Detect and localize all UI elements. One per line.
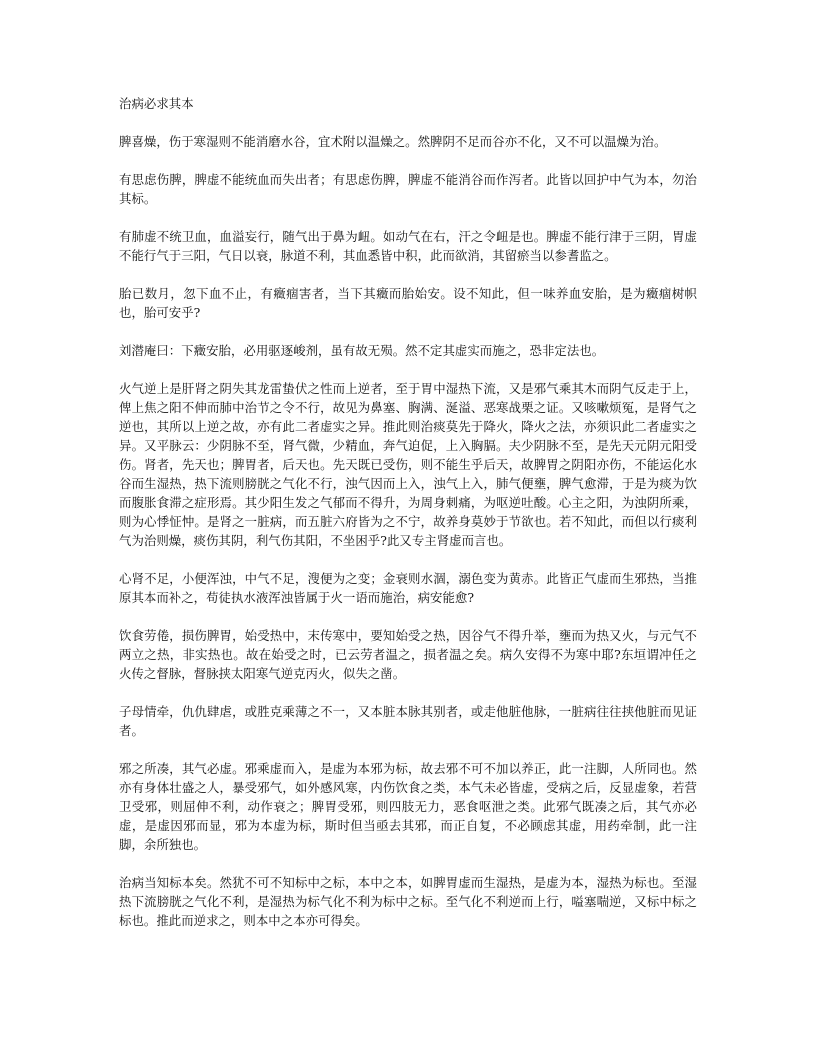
- document-page: [119, 94, 697, 949]
- paragraph-10: 邪之所凑，其气必虚。邪乘虚而入，是虚为本邪为标，故去邪不可不加以养正，此一注脚，人所同也。然亦有身体壮盛之人，暴受邪气，如外感风寒，内伤饮食之类，本气未必皆虚，受病之后，反显虚象，若营卫受邪，则屈伸不利，动作衰之；脾胃受邪，则四肢无力，恶食呕泄之类。此邪气既凑之后，其气亦必虚，是虚因邪而显，邪为本虚为标，斯时但当亟去其邪，而正自复，不必顾虑其虚，用药牵制，此一注脚，余所独也。: [119, 761, 697, 852]
- paragraph-6: 火气逆上是肝肾之阴失其龙雷蛰伏之性而上逆者，至于胃中湿热下流，又是邪气乘其木而阴气反走于上，俾上焦之阳不伸而肺中治节之令不行，故见为鼻塞、胸满、涎溢、恶寒战栗之证。又咳嗽烦冤，是肾气之逆也，其所以上逆之故，亦有此二者虚实之异。推此则治痰莫先于降火，降火之法，亦须识此二者虚实之异。又平脉云：少阴脉不至，肾气微，少精血，奔气迫促，上入胸膈。夫少阴脉不至，是先天元阴元阳受伤。肾者，先天也；脾胃者，后天也。先天既已受伤，则不能生乎后天，故脾胃之阴阳亦伤，不能运化水谷而生湿热，热下流则膀胱之气化不行，浊气因而上入，浊气上入，肺气便壅，脾气愈滞，于是为痰为饮而腹胀食滞之症形焉。其少阳生发之气郁而不得升，为周身刺痛，为呕逆吐酸。心主之阳，为浊阴所乘，则为心悸怔忡。是肾之一脏病，而五脏六府皆为之不宁，故养身莫妙于节欲也。若不知此，而但以行痰利气为治则燥，痰伤其阴，利气伤其阳，不坐困乎?此又专主肾虚而言也。: [119, 381, 697, 548]
- paragraph-8: 饮食劳倦，损伤脾胃，始受热中，末传寒中，要知始受之热，因谷气不得升举，壅而为热又火，与元气不两立之热，非实热也。故在始受之时，已云劳者温之，损者温之矣。病久安得不为寒中耶?东垣谓冲任之火传之督脉，督脉挟太阳寒气逆克丙火，似失之凿。: [119, 628, 697, 681]
- paragraph-3: 有肺虚不统卫血，血溢妄行，随气出于鼻为衄。如动气在右，汗之令衄是也。脾虚不能行津于三阴，胃虚不能行气于三阳，气日以衰，脉道不利，其血悉皆中积，此而欲消，其留瘀当以参耆监之。: [119, 229, 697, 263]
- paragraph-4: 胎已数月，忽下血不止，有癥痼害者，当下其癥而胎始安。设不知此，但一味养血安胎，是为癥痼树帜也，胎可安乎?: [119, 286, 697, 320]
- document-title: 治病必求其本: [119, 96, 194, 111]
- paragraph-1: 脾喜燥，伤于寒湿则不能消磨水谷，宜术附以温燥之。然脾阴不足而谷亦不化，又不可以温燥为治。: [119, 134, 667, 149]
- paragraph-9: 子母情牵，仇仇肆虐，或胜克乘薄之不一，又本脏本脉其别者，或走他脏他脉，一脏病往往挟他脏而见证者。: [119, 704, 697, 738]
- paragraph-11: 治病当知标本矣。然犹不可不知标中之标，本中之本，如脾胃虚而生湿热，是虚为本，湿热为标也。至湿热下流膀胱之气化不利，是湿热为标气化不利为标中之标。至气化不利逆而上行，嗌塞喘逆，又标中标之标也。推此而逆求之，则本中之本亦可得矣。: [119, 875, 697, 928]
- paragraph-2: 有思虑伤脾，脾虚不能统血而失出者；有思虑伤脾，脾虚不能消谷而作泻者。此皆以回护中气为本，勿治其标。: [119, 172, 697, 206]
- paragraph-7: 心肾不足，小便浑浊，中气不足，溲便为之变；金衰则水涸，溺色变为黄赤。此皆正气虚而生邪热，当推原其本而补之，苟徒执水液浑浊皆属于火一语而施治，病安能愈?: [119, 571, 697, 605]
- paragraph-5: 刘潜庵曰：下癥安胎，必用驱逐峻剂，虽有故无殒。然不定其虚实而施之，恐非定法也。: [119, 343, 605, 358]
